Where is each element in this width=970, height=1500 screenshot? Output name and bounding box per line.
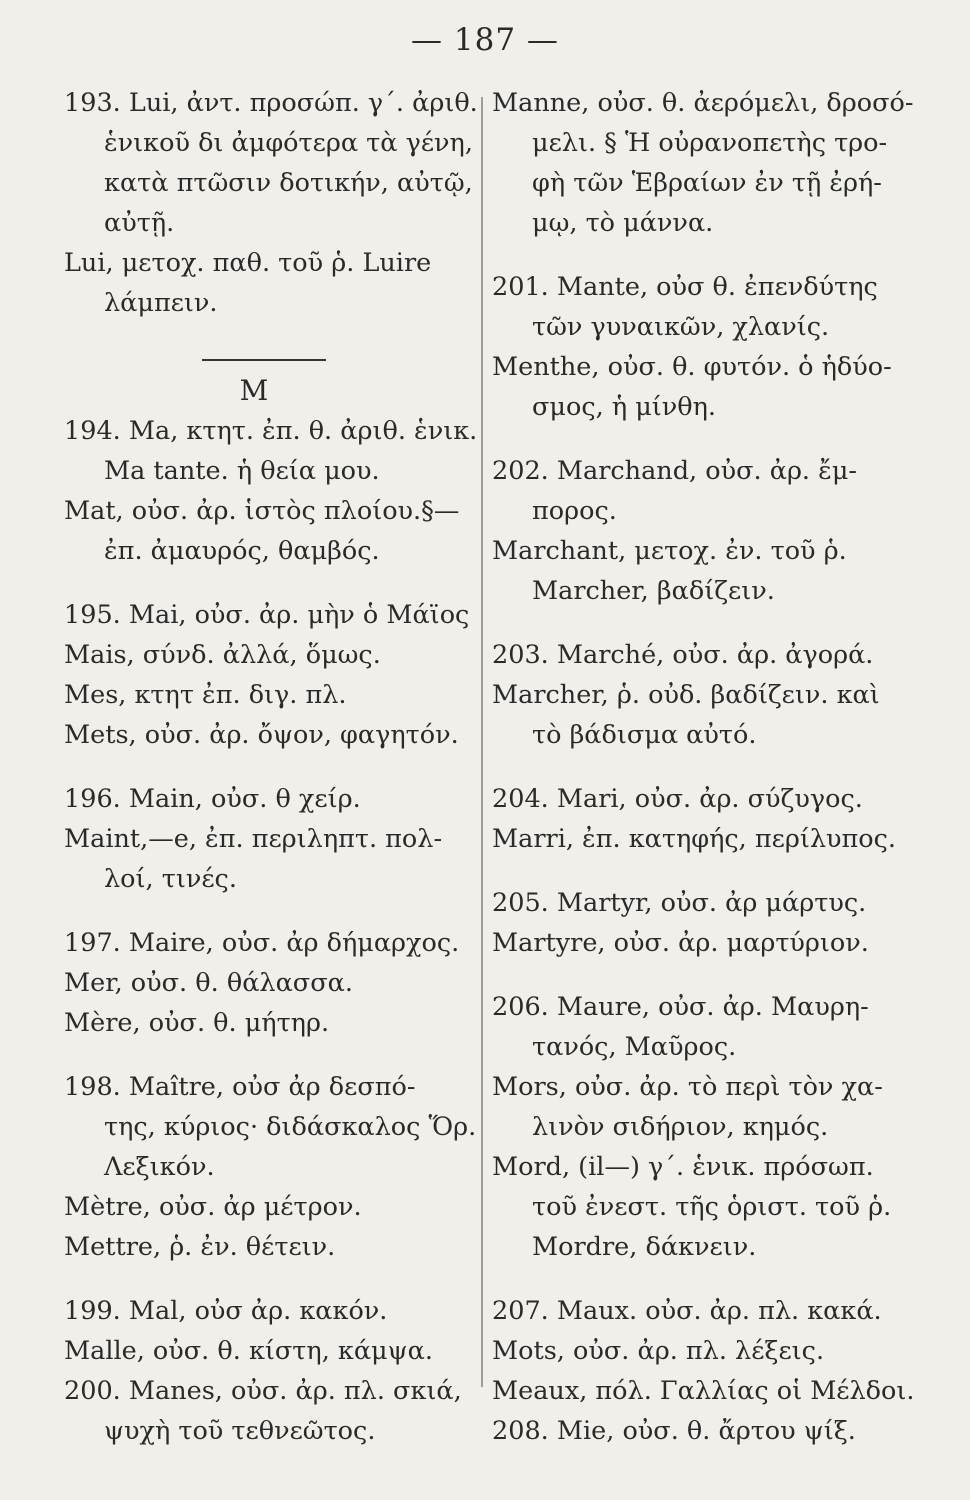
entry-continuation-line: τῶν γυναικῶν, χλανίς.	[532, 312, 830, 342]
entry-line: Mer, οὐσ. θ. θάλασσα.	[64, 968, 353, 998]
entry-line: Malle, οὐσ. θ. κίστη, κάμψα.	[64, 1336, 433, 1366]
entry-gap	[64, 899, 474, 923]
entry-line: 205. Martyr, οὐσ. ἀρ μάρτυς.	[492, 888, 867, 918]
entry-gap	[64, 1043, 474, 1067]
entry-line: Meaux, πόλ. Γαλλίας οἱ Μέλδοι.	[492, 1376, 915, 1406]
entry-line: Mètre, οὐσ. ἀρ μέτρον.	[64, 1192, 362, 1222]
entry-line: Menthe, οὐσ. θ. φυτόν. ὁ ἡδύο-	[492, 352, 892, 382]
entry-continuation-line: Λεξικόν.	[104, 1152, 215, 1182]
entry-continuation-line: σμος, ἡ μίνθη.	[532, 392, 717, 422]
entry-line: Mets, οὐσ. ἀρ. ὄψον, φαγητόν.	[64, 720, 459, 750]
page-number: — 187 —	[411, 22, 559, 58]
entry-continuation-line: τοῦ ἐνεστ. τῆς ὁριστ. τοῦ ῥ.	[532, 1192, 892, 1222]
entry-line: 193. Lui, ἀντ. προσώπ. γ΄. ἀριθ.	[64, 88, 478, 118]
entry-line: Marri, ἐπ. κατηφής, περίλυπος.	[492, 824, 897, 854]
entry-continuation-line: ἑνικοῦ δι ἀμφότερα τὰ γένη,	[104, 128, 473, 158]
entry-continuation-line: αὐτῇ.	[104, 208, 175, 238]
entry-line: Martyre, οὐσ. ἀρ. μαρτύριον.	[492, 928, 869, 958]
entry-gap	[492, 859, 922, 883]
entry-line: 206. Maure, οὐσ. ἀρ. Μαυρη-	[492, 992, 869, 1022]
entry-line: Mots, οὐσ. ἀρ. πλ. λέξεις.	[492, 1336, 825, 1366]
section-rule	[202, 359, 326, 361]
entry-continuation-line: της, κύριος· διδάσκαλος Ὅρ.	[104, 1112, 477, 1142]
entry-line: 200. Manes, οὐσ. ἀρ. πλ. σκιά,	[64, 1376, 462, 1406]
entry-line: Mais, σύνδ. ἀλλά, ὅμως.	[64, 640, 381, 670]
entry-line: 208. Mie, οὐσ. θ. ἄρτου ψίξ.	[492, 1416, 856, 1446]
entry-continuation-line: λάμπειν.	[104, 288, 218, 318]
entry-line: Mord, (il—) γ΄. ἑνικ. πρόσωπ.	[492, 1152, 874, 1182]
entry-continuation-line: λινὸν σιδήριον, κημός.	[532, 1112, 829, 1142]
entry-line: 201. Mante, οὐσ θ. ἐπενδύτης	[492, 272, 878, 302]
entry-gap	[64, 755, 474, 779]
entry-continuation-line: μελι. § Ἡ οὐρανοπετὴς τρο-	[532, 128, 888, 158]
entry-line: 199. Mal, οὐσ ἀρ. κακόν.	[64, 1296, 388, 1326]
entry-gap	[64, 1267, 474, 1291]
entry-line: Mes, κτητ ἐπ. διγ. πλ.	[64, 680, 347, 710]
entry-gap	[492, 755, 922, 779]
entry-line: 194. Ma, κτητ. ἐπ. θ. ἀριθ. ἑνικ.	[64, 416, 478, 446]
entry-continuation-line: φὴ τῶν Ἑβραίων ἐν τῇ ἐρή-	[532, 168, 882, 198]
entry-line: Maint,—e, ἐπ. περιληπτ. πολ-	[64, 824, 443, 854]
entry-continuation-line: τὸ βάδισμα αὐτό.	[532, 720, 757, 750]
entry-line: Marcher, ῥ. οὐδ. βαδίζειν. καὶ	[492, 680, 880, 710]
entry-continuation-line: μῳ, τὸ μάννα.	[532, 208, 714, 238]
entry-continuation-line: Marcher, βαδίζειν.	[532, 576, 775, 606]
entry-continuation-line: ἐπ. ἀμαυρός, θαμβός.	[104, 536, 380, 566]
column-divider	[481, 97, 483, 1387]
entry-line: 207. Maux. οὐσ. ἀρ. πλ. κακά.	[492, 1296, 882, 1326]
left-column	[64, 83, 478, 1451]
entry-continuation-line: λοί, τινές.	[104, 864, 237, 894]
right-column	[492, 83, 922, 1451]
entry-gap	[492, 243, 922, 267]
entry-continuation-line: Ma tante. ἡ θεία μου.	[104, 456, 380, 486]
entry-line: Manne, οὐσ. θ. ἀερόμελι, δροσό-	[492, 88, 914, 118]
entry-line: Marchant, μετοχ. ἐν. τοῦ ῥ.	[492, 536, 847, 566]
entry-line: 204. Mari, οὐσ. ἀρ. σύζυγος.	[492, 784, 863, 814]
entry-line: Mettre, ῥ. ἐν. θέτειν.	[64, 1232, 336, 1262]
entry-gap	[492, 427, 922, 451]
entry-continuation-line: Mordre, δάκνειν.	[532, 1232, 757, 1262]
entry-gap	[64, 571, 474, 595]
entry-continuation-line: κατὰ πτῶσιν δοτικήν, αὐτῷ,	[104, 168, 473, 198]
entry-line: Mère, οὐσ. θ. μήτηρ.	[64, 1008, 330, 1038]
entry-continuation-line: πορος.	[532, 496, 617, 526]
entry-gap	[492, 611, 922, 635]
entry-line: 202. Marchand, οὐσ. ἀρ. ἔμ-	[492, 456, 858, 486]
entry-line: 195. Mai, οὐσ. ἀρ. μὴν ὁ Μάϊος	[64, 600, 470, 630]
entry-line: Mat, οὐσ. ἀρ. ἱστὸς πλοίου.§—	[64, 496, 460, 526]
entry-line: Lui, μετοχ. παθ. τοῦ ῥ. Luire	[64, 248, 432, 278]
entry-gap	[492, 963, 922, 987]
entry-line: 203. Marché, οὐσ. ἀρ. ἀγορά.	[492, 640, 874, 670]
entry-gap	[492, 1267, 922, 1291]
entry-line: 198. Maître, οὐσ ἀρ δεσπό-	[64, 1072, 416, 1102]
entry-line: 196. Main, οὐσ. θ χείρ.	[64, 784, 361, 814]
entry-line: Mors, οὐσ. ἀρ. τὸ περὶ τὸν χα-	[492, 1072, 883, 1102]
section-letter: M	[239, 374, 269, 407]
entry-line: 197. Maire, οὐσ. ἀρ δήμαρχος.	[64, 928, 460, 958]
entry-continuation-line: τανός, Μαῦρος.	[532, 1032, 737, 1062]
entry-continuation-line: ψυχὴ τοῦ τεθνεῶτος.	[104, 1416, 376, 1446]
